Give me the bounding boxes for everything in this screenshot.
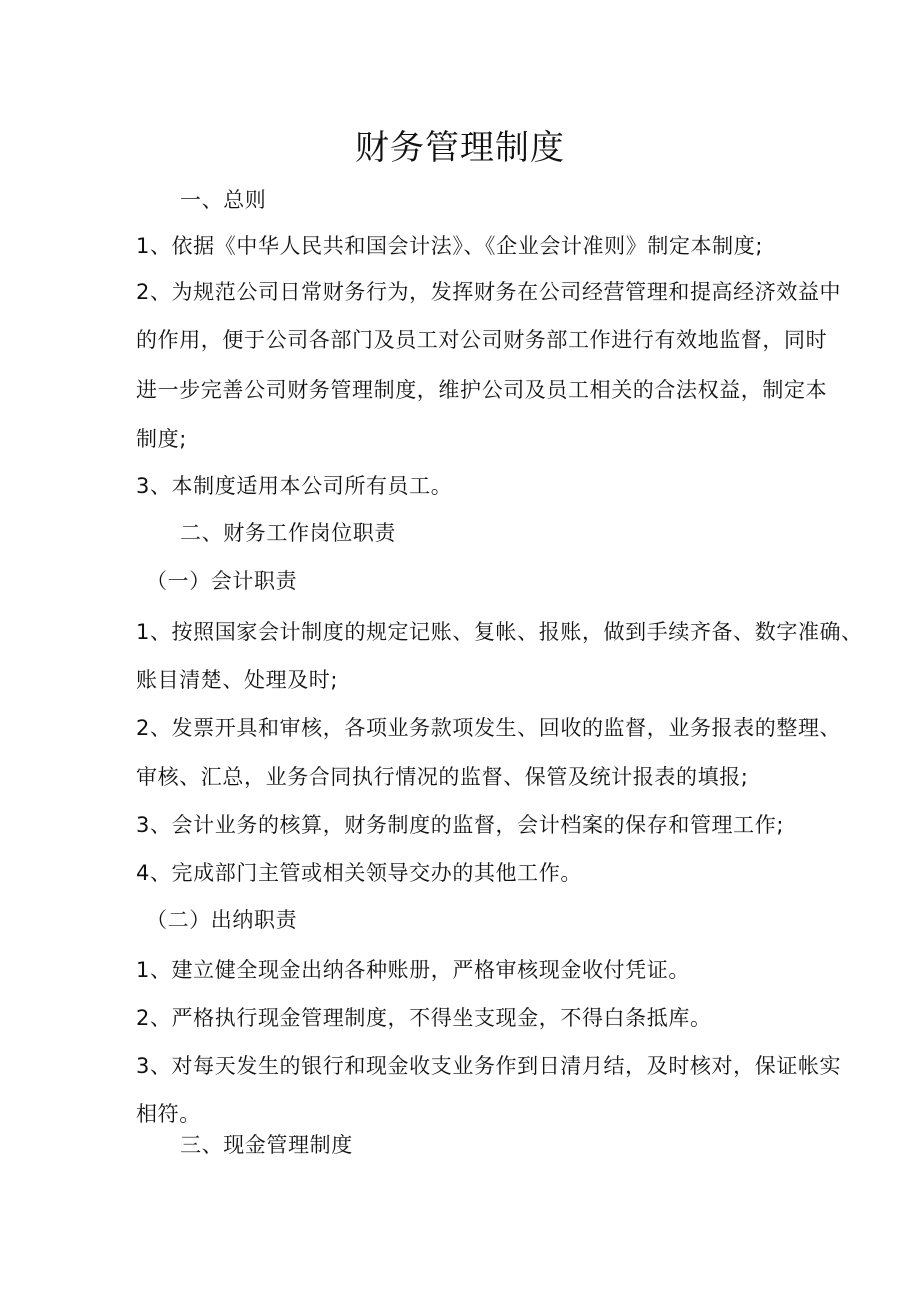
paragraph-line: 审核、汇总，业务合同执行情况的监督、保管及统计报表的填报; (136, 765, 749, 789)
paragraph-line: 相符。 (136, 1102, 201, 1126)
section-heading-cash-management: 三、现金管理制度 (180, 1133, 353, 1157)
subsection-heading-cashier: （二）出纳职责 (146, 908, 298, 932)
paragraph-line: 1、依据《中华人民共和国会计法》、《企业会计准则》制定本制度; (136, 234, 764, 258)
paragraph-line: 3、本制度适用本公司所有员工。 (136, 474, 453, 498)
paragraph-line: 2、发票开具和审核，各项业务款项发生、回收的监督，业务报表的整理、 (136, 716, 842, 740)
paragraph-line: 1、建立健全现金出纳各种账册，严格审核现金收付凭证。 (136, 958, 690, 982)
section-heading-duties: 二、财务工作岗位职责 (180, 521, 396, 545)
subsection-heading-accounting: （一）会计职责 (146, 569, 298, 593)
paragraph-line: 2、严格执行现金管理制度，不得坐支现金，不得白条抵库。 (136, 1006, 712, 1030)
paragraph-line: 4、完成部门主管或相关领导交办的其他工作。 (136, 861, 582, 885)
paragraph-line: 3、会计业务的核算，财务制度的监督，会计档案的保存和管理工作; (136, 813, 785, 837)
paragraph-line: 2、为规范公司日常财务行为，发挥财务在公司经营管理和提高经济效益中 (136, 280, 842, 304)
section-heading-general: 一、总则 (180, 188, 267, 212)
paragraph-line: 进一步完善公司财务管理制度，维护公司及员工相关的合法权益，制定本 (136, 378, 828, 402)
paragraph-line: 1、按照国家会计制度的规定记账、复帐、报账，做到手续齐备、数字准确、 (136, 620, 863, 644)
paragraph-line: 制度; (136, 427, 187, 451)
paragraph-line: 的作用，便于公司各部门及员工对公司财务部工作进行有效地监督，同时 (136, 328, 828, 352)
paragraph-line: 账目清楚、处理及时; (136, 668, 339, 692)
document-title: 财务管理制度 (355, 128, 565, 168)
paragraph-line: 3、对每天发生的银行和现金收支业务作到日清月结，及时核对，保证帐实 (136, 1054, 842, 1078)
